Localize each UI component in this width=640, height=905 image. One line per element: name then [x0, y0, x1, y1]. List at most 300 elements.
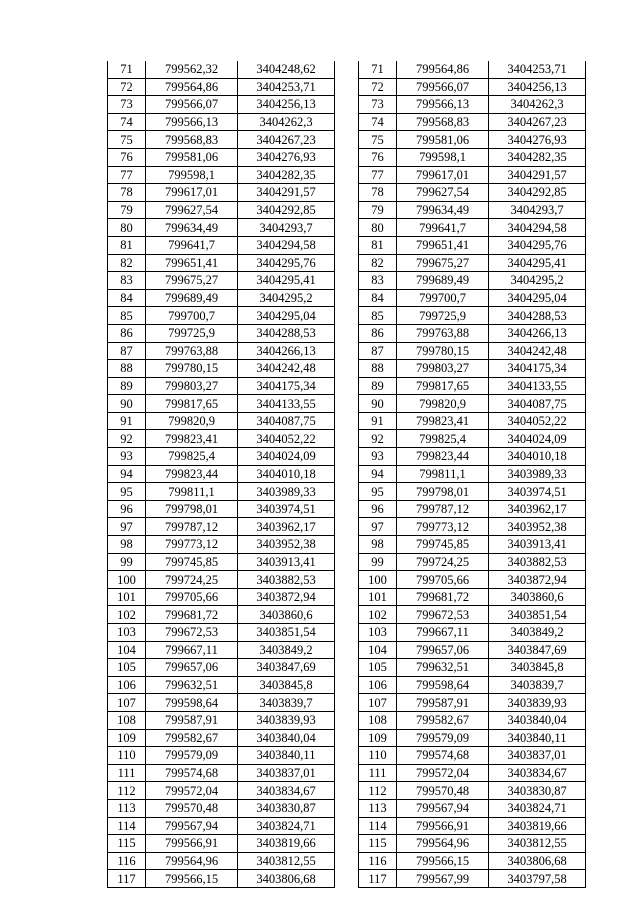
- y-coordinate-cell: 3403824,71: [489, 799, 586, 817]
- point-number-cell: 92: [108, 430, 146, 448]
- y-coordinate-cell: 3403839,7: [489, 676, 586, 694]
- y-coordinate-cell: 3403819,66: [489, 817, 586, 835]
- point-number-cell: 114: [108, 817, 146, 835]
- point-number-cell: 75: [108, 131, 146, 149]
- table-row: [108, 448, 335, 466]
- table-row: [108, 307, 335, 325]
- table-row: [359, 817, 586, 835]
- x-coordinate-cell: 799566,91: [397, 817, 489, 835]
- table-row: [359, 96, 586, 114]
- x-coordinate-cell: 799787,12: [397, 500, 489, 518]
- x-coordinate-cell: 799566,91: [146, 835, 238, 853]
- table-row: [108, 747, 335, 765]
- table-row: [108, 201, 335, 219]
- table-row: [108, 782, 335, 800]
- table-row: [108, 113, 335, 131]
- y-coordinate-cell: 3404276,93: [238, 148, 335, 166]
- point-number-cell: 90: [108, 395, 146, 413]
- point-number-cell: 105: [108, 659, 146, 677]
- table-row: [359, 606, 586, 624]
- y-coordinate-cell: 3404266,13: [238, 342, 335, 360]
- x-coordinate-cell: 799587,91: [146, 711, 238, 729]
- point-number-cell: 100: [359, 571, 397, 589]
- x-coordinate-cell: 799798,01: [146, 500, 238, 518]
- left-coordinate-table: [107, 61, 335, 888]
- y-coordinate-cell: 3403837,01: [238, 764, 335, 782]
- x-coordinate-cell: 799632,51: [397, 659, 489, 677]
- table-row: [108, 61, 335, 78]
- point-number-cell: 71: [108, 61, 146, 78]
- x-coordinate-cell: 799811,1: [397, 465, 489, 483]
- y-coordinate-cell: 3404253,71: [238, 78, 335, 96]
- y-coordinate-cell: 3404282,35: [238, 166, 335, 184]
- point-number-cell: 106: [108, 676, 146, 694]
- table-row: [108, 659, 335, 677]
- x-coordinate-cell: 799598,64: [146, 694, 238, 712]
- y-coordinate-cell: 3404291,57: [238, 184, 335, 202]
- x-coordinate-cell: 799700,7: [397, 289, 489, 307]
- point-number-cell: 94: [359, 465, 397, 483]
- table-row: [359, 360, 586, 378]
- point-number-cell: 89: [108, 377, 146, 395]
- point-number-cell: 79: [359, 201, 397, 219]
- point-number-cell: 98: [108, 536, 146, 554]
- x-coordinate-cell: 799681,72: [397, 588, 489, 606]
- point-number-cell: 97: [359, 518, 397, 536]
- table-row: [359, 324, 586, 342]
- x-coordinate-cell: 799705,66: [146, 588, 238, 606]
- point-number-cell: 72: [108, 78, 146, 96]
- table-row: [359, 219, 586, 237]
- x-coordinate-cell: 799634,49: [146, 219, 238, 237]
- x-coordinate-cell: 799574,68: [397, 747, 489, 765]
- table-row: [108, 518, 335, 536]
- x-coordinate-cell: 799567,99: [397, 870, 489, 888]
- y-coordinate-cell: 3404242,48: [238, 360, 335, 378]
- x-coordinate-cell: 799579,09: [146, 747, 238, 765]
- y-coordinate-cell: 3403962,17: [238, 518, 335, 536]
- point-number-cell: 83: [359, 272, 397, 290]
- y-coordinate-cell: 3404087,75: [238, 412, 335, 430]
- table-row: [108, 835, 335, 853]
- y-coordinate-cell: 3403839,93: [238, 711, 335, 729]
- y-coordinate-cell: 3403840,11: [489, 729, 586, 747]
- table-row: [359, 166, 586, 184]
- y-coordinate-cell: 3404087,75: [489, 395, 586, 413]
- x-coordinate-cell: 799564,96: [397, 835, 489, 853]
- x-coordinate-cell: 799763,88: [397, 324, 489, 342]
- y-coordinate-cell: 3403812,55: [489, 835, 586, 853]
- table-row: [108, 465, 335, 483]
- y-coordinate-cell: 3403840,11: [238, 747, 335, 765]
- point-number-cell: 109: [108, 729, 146, 747]
- y-coordinate-cell: 3404024,09: [489, 430, 586, 448]
- y-coordinate-cell: 3404293,7: [489, 201, 586, 219]
- y-coordinate-cell: 3403845,8: [489, 659, 586, 677]
- point-number-cell: 110: [359, 747, 397, 765]
- x-coordinate-cell: 799745,85: [397, 536, 489, 554]
- table-row: [108, 729, 335, 747]
- table-row: [359, 641, 586, 659]
- x-coordinate-cell: 799598,1: [397, 148, 489, 166]
- table-row: [359, 483, 586, 501]
- x-coordinate-cell: 799572,04: [146, 782, 238, 800]
- point-number-cell: 95: [108, 483, 146, 501]
- x-coordinate-cell: 799745,85: [146, 553, 238, 571]
- table-row: [108, 78, 335, 96]
- point-number-cell: 88: [108, 360, 146, 378]
- y-coordinate-cell: 3403989,33: [489, 465, 586, 483]
- x-coordinate-cell: 799598,1: [146, 166, 238, 184]
- table-row: [359, 711, 586, 729]
- y-coordinate-cell: 3404262,3: [489, 96, 586, 114]
- table-row: [108, 764, 335, 782]
- y-coordinate-cell: 3404175,34: [238, 377, 335, 395]
- y-coordinate-cell: 3403974,51: [238, 500, 335, 518]
- y-coordinate-cell: 3403860,6: [238, 606, 335, 624]
- point-number-cell: 84: [108, 289, 146, 307]
- y-coordinate-cell: 3404133,55: [238, 395, 335, 413]
- point-number-cell: 98: [359, 536, 397, 554]
- y-coordinate-cell: 3403812,55: [238, 852, 335, 870]
- x-coordinate-cell: 799581,06: [397, 131, 489, 149]
- x-coordinate-cell: 799820,9: [397, 395, 489, 413]
- table-row: [359, 870, 586, 888]
- y-coordinate-cell: 3404295,41: [238, 272, 335, 290]
- table-row: [359, 553, 586, 571]
- point-number-cell: 87: [108, 342, 146, 360]
- point-number-cell: 108: [359, 711, 397, 729]
- point-number-cell: 111: [359, 764, 397, 782]
- y-coordinate-cell: 3403797,58: [489, 870, 586, 888]
- x-coordinate-cell: 799641,7: [397, 219, 489, 237]
- x-coordinate-cell: 799820,9: [146, 412, 238, 430]
- table-row: [108, 694, 335, 712]
- y-coordinate-cell: 3404295,04: [238, 307, 335, 325]
- point-number-cell: 97: [108, 518, 146, 536]
- y-coordinate-cell: 3403845,8: [238, 676, 335, 694]
- y-coordinate-cell: 3404295,04: [489, 289, 586, 307]
- y-coordinate-cell: 3404010,18: [238, 465, 335, 483]
- y-coordinate-cell: 3404256,13: [489, 78, 586, 96]
- point-number-cell: 93: [108, 448, 146, 466]
- x-coordinate-cell: 799567,94: [397, 799, 489, 817]
- point-number-cell: 81: [359, 236, 397, 254]
- point-number-cell: 106: [359, 676, 397, 694]
- table-row: [108, 289, 335, 307]
- y-coordinate-cell: 3403860,6: [489, 588, 586, 606]
- table-row: [359, 272, 586, 290]
- table-row: [359, 184, 586, 202]
- y-coordinate-cell: 3404052,22: [238, 430, 335, 448]
- x-coordinate-cell: 799725,9: [397, 307, 489, 325]
- point-number-cell: 111: [108, 764, 146, 782]
- y-coordinate-cell: 3403962,17: [489, 500, 586, 518]
- y-coordinate-cell: 3404288,53: [489, 307, 586, 325]
- x-coordinate-cell: 799574,68: [146, 764, 238, 782]
- y-coordinate-cell: 3404256,13: [238, 96, 335, 114]
- table-row: [359, 78, 586, 96]
- point-number-cell: 74: [108, 113, 146, 131]
- left-table-body: [108, 61, 335, 887]
- x-coordinate-cell: 799700,7: [146, 307, 238, 325]
- point-number-cell: 117: [108, 870, 146, 888]
- table-row: [108, 799, 335, 817]
- point-number-cell: 102: [359, 606, 397, 624]
- x-coordinate-cell: 799568,83: [146, 131, 238, 149]
- point-number-cell: 91: [108, 412, 146, 430]
- table-row: [108, 342, 335, 360]
- x-coordinate-cell: 799570,48: [397, 782, 489, 800]
- table-row: [359, 835, 586, 853]
- x-coordinate-cell: 799763,88: [146, 342, 238, 360]
- y-coordinate-cell: 3404295,2: [238, 289, 335, 307]
- x-coordinate-cell: 799823,44: [397, 448, 489, 466]
- x-coordinate-cell: 799581,06: [146, 148, 238, 166]
- x-coordinate-cell: 799681,72: [146, 606, 238, 624]
- table-row: [108, 676, 335, 694]
- y-coordinate-cell: 3404294,58: [238, 236, 335, 254]
- point-number-cell: 113: [359, 799, 397, 817]
- table-row: [359, 448, 586, 466]
- table-row: [359, 588, 586, 606]
- y-coordinate-cell: 3404282,35: [489, 148, 586, 166]
- point-number-cell: 72: [359, 78, 397, 96]
- x-coordinate-cell: 799627,54: [397, 184, 489, 202]
- point-number-cell: 86: [108, 324, 146, 342]
- table-row: [108, 395, 335, 413]
- point-number-cell: 112: [108, 782, 146, 800]
- table-row: [108, 96, 335, 114]
- point-number-cell: 85: [108, 307, 146, 325]
- point-number-cell: 85: [359, 307, 397, 325]
- table-row: [359, 307, 586, 325]
- point-number-cell: 103: [108, 624, 146, 642]
- point-number-cell: 109: [359, 729, 397, 747]
- x-coordinate-cell: 799570,48: [146, 799, 238, 817]
- x-coordinate-cell: 799617,01: [397, 166, 489, 184]
- table-row: [108, 272, 335, 290]
- y-coordinate-cell: 3404292,85: [238, 201, 335, 219]
- x-coordinate-cell: 799632,51: [146, 676, 238, 694]
- table-row: [108, 324, 335, 342]
- x-coordinate-cell: 799773,12: [397, 518, 489, 536]
- x-coordinate-cell: 799803,27: [397, 360, 489, 378]
- y-coordinate-cell: 3403819,66: [238, 835, 335, 853]
- point-number-cell: 93: [359, 448, 397, 466]
- table-row: [359, 764, 586, 782]
- table-row: [108, 641, 335, 659]
- table-row: [108, 131, 335, 149]
- point-number-cell: 87: [359, 342, 397, 360]
- table-row: [359, 412, 586, 430]
- x-coordinate-cell: 799705,66: [397, 571, 489, 589]
- x-coordinate-cell: 799617,01: [146, 184, 238, 202]
- table-row: [359, 571, 586, 589]
- x-coordinate-cell: 799566,13: [397, 96, 489, 114]
- table-row: [108, 360, 335, 378]
- table-row: [359, 236, 586, 254]
- table-row: [359, 659, 586, 677]
- x-coordinate-cell: 799823,41: [397, 412, 489, 430]
- table-row: [108, 852, 335, 870]
- point-number-cell: 76: [108, 148, 146, 166]
- y-coordinate-cell: 3404010,18: [489, 448, 586, 466]
- point-number-cell: 77: [108, 166, 146, 184]
- point-number-cell: 82: [359, 254, 397, 272]
- y-coordinate-cell: 3404267,23: [489, 113, 586, 131]
- y-coordinate-cell: 3404262,3: [238, 113, 335, 131]
- x-coordinate-cell: 799566,15: [146, 870, 238, 888]
- point-number-cell: 86: [359, 324, 397, 342]
- y-coordinate-cell: 3404295,41: [489, 254, 586, 272]
- x-coordinate-cell: 799568,83: [397, 113, 489, 131]
- point-number-cell: 84: [359, 289, 397, 307]
- x-coordinate-cell: 799725,9: [146, 324, 238, 342]
- table-row: [359, 852, 586, 870]
- table-row: [359, 624, 586, 642]
- y-coordinate-cell: 3404295,76: [238, 254, 335, 272]
- table-row: [359, 131, 586, 149]
- x-coordinate-cell: 799817,65: [397, 377, 489, 395]
- point-number-cell: 116: [108, 852, 146, 870]
- table-row: [108, 500, 335, 518]
- x-coordinate-cell: 799564,96: [146, 852, 238, 870]
- table-row: [108, 606, 335, 624]
- point-number-cell: 104: [359, 641, 397, 659]
- point-number-cell: 88: [359, 360, 397, 378]
- y-coordinate-cell: 3403952,38: [238, 536, 335, 554]
- y-coordinate-cell: 3404276,93: [489, 131, 586, 149]
- y-coordinate-cell: 3403952,38: [489, 518, 586, 536]
- table-row: [359, 430, 586, 448]
- y-coordinate-cell: 3404248,62: [238, 61, 335, 78]
- point-number-cell: 82: [108, 254, 146, 272]
- table-row: [359, 61, 586, 78]
- x-coordinate-cell: 799689,49: [146, 289, 238, 307]
- table-row: [108, 870, 335, 888]
- point-number-cell: 92: [359, 430, 397, 448]
- table-row: [108, 184, 335, 202]
- table-row: [359, 799, 586, 817]
- table-row: [108, 254, 335, 272]
- x-coordinate-cell: 799641,7: [146, 236, 238, 254]
- point-number-cell: 107: [108, 694, 146, 712]
- table-row: [359, 465, 586, 483]
- x-coordinate-cell: 799672,53: [397, 606, 489, 624]
- table-row: [108, 148, 335, 166]
- point-number-cell: 80: [359, 219, 397, 237]
- point-number-cell: 78: [359, 184, 397, 202]
- x-coordinate-cell: 799787,12: [146, 518, 238, 536]
- point-number-cell: 89: [359, 377, 397, 395]
- y-coordinate-cell: 3404293,7: [238, 219, 335, 237]
- table-row: [108, 553, 335, 571]
- point-number-cell: 71: [359, 61, 397, 78]
- y-coordinate-cell: 3404253,71: [489, 61, 586, 78]
- table-row: [108, 412, 335, 430]
- point-number-cell: 105: [359, 659, 397, 677]
- point-number-cell: 76: [359, 148, 397, 166]
- point-number-cell: 78: [108, 184, 146, 202]
- x-coordinate-cell: 799724,25: [397, 553, 489, 571]
- x-coordinate-cell: 799724,25: [146, 571, 238, 589]
- y-coordinate-cell: 3403989,33: [238, 483, 335, 501]
- y-coordinate-cell: 3404295,2: [489, 272, 586, 290]
- y-coordinate-cell: 3403806,68: [238, 870, 335, 888]
- x-coordinate-cell: 799582,67: [146, 729, 238, 747]
- point-number-cell: 112: [359, 782, 397, 800]
- x-coordinate-cell: 799811,1: [146, 483, 238, 501]
- point-number-cell: 91: [359, 412, 397, 430]
- y-coordinate-cell: 3403840,04: [489, 711, 586, 729]
- y-coordinate-cell: 3404291,57: [489, 166, 586, 184]
- x-coordinate-cell: 799651,41: [146, 254, 238, 272]
- point-number-cell: 113: [108, 799, 146, 817]
- y-coordinate-cell: 3403882,53: [489, 553, 586, 571]
- point-number-cell: 100: [108, 571, 146, 589]
- point-number-cell: 81: [108, 236, 146, 254]
- y-coordinate-cell: 3403872,94: [489, 571, 586, 589]
- x-coordinate-cell: 799566,13: [146, 113, 238, 131]
- table-row: [359, 676, 586, 694]
- table-row: [359, 694, 586, 712]
- table-row: [359, 289, 586, 307]
- table-row: [108, 571, 335, 589]
- x-coordinate-cell: 799564,86: [146, 78, 238, 96]
- y-coordinate-cell: 3404242,48: [489, 342, 586, 360]
- point-number-cell: 73: [359, 96, 397, 114]
- x-coordinate-cell: 799566,07: [397, 78, 489, 96]
- table-row: [108, 166, 335, 184]
- point-number-cell: 104: [108, 641, 146, 659]
- table-row: [108, 817, 335, 835]
- x-coordinate-cell: 799675,27: [146, 272, 238, 290]
- x-coordinate-cell: 799823,41: [146, 430, 238, 448]
- point-number-cell: 95: [359, 483, 397, 501]
- x-coordinate-cell: 799598,64: [397, 676, 489, 694]
- table-row: [359, 747, 586, 765]
- table-row: [359, 342, 586, 360]
- point-number-cell: 83: [108, 272, 146, 290]
- y-coordinate-cell: 3403847,69: [489, 641, 586, 659]
- y-coordinate-cell: 3404288,53: [238, 324, 335, 342]
- right-table-body: [359, 61, 586, 887]
- x-coordinate-cell: 799567,94: [146, 817, 238, 835]
- x-coordinate-cell: 799823,44: [146, 465, 238, 483]
- point-number-cell: 77: [359, 166, 397, 184]
- x-coordinate-cell: 799579,09: [397, 729, 489, 747]
- table-row: [108, 219, 335, 237]
- y-coordinate-cell: 3403839,93: [489, 694, 586, 712]
- point-number-cell: 75: [359, 131, 397, 149]
- point-number-cell: 115: [359, 835, 397, 853]
- table-row: [359, 148, 586, 166]
- point-number-cell: 107: [359, 694, 397, 712]
- table-row: [108, 624, 335, 642]
- x-coordinate-cell: 799825,4: [397, 430, 489, 448]
- table-row: [108, 236, 335, 254]
- y-coordinate-cell: 3403913,41: [238, 553, 335, 571]
- x-coordinate-cell: 799651,41: [397, 236, 489, 254]
- point-number-cell: 74: [359, 113, 397, 131]
- y-coordinate-cell: 3403851,54: [238, 624, 335, 642]
- table-row: [359, 782, 586, 800]
- point-number-cell: 94: [108, 465, 146, 483]
- point-number-cell: 96: [359, 500, 397, 518]
- point-number-cell: 116: [359, 852, 397, 870]
- y-coordinate-cell: 3403834,67: [489, 764, 586, 782]
